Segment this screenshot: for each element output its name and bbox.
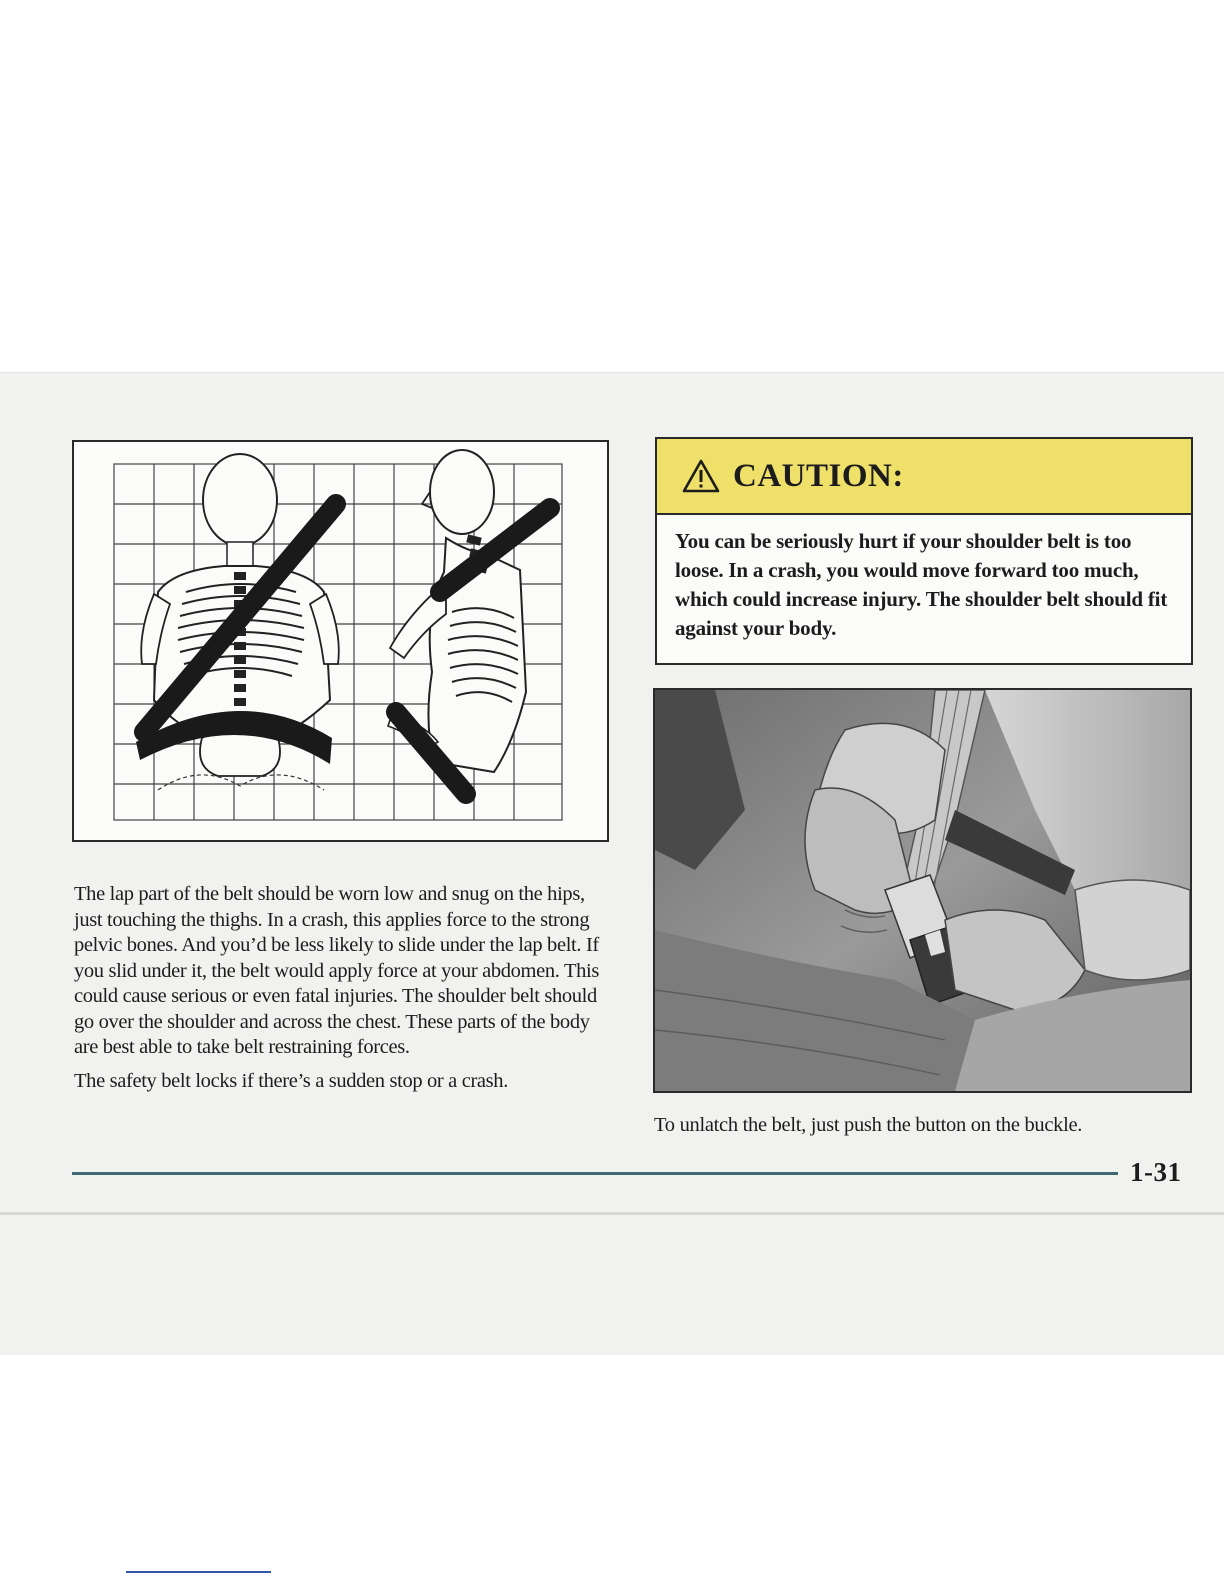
- side-figure: [388, 450, 550, 794]
- buckle-photo-illustration: [655, 690, 1190, 1091]
- belt-locks-paragraph: The safety belt locks if there’s a sudden stop or a crash.: [74, 1069, 508, 1092]
- skeleton-belt-diagram: [72, 440, 609, 842]
- warning-triangle-icon: [681, 458, 721, 494]
- caution-box: [655, 437, 1193, 665]
- photo-caption: To unlatch the belt, just push the button on the buckle.: [654, 1114, 1083, 1136]
- page-number: 1-31: [1130, 1157, 1182, 1187]
- footer-rule: [72, 1172, 1118, 1175]
- caution-text: You can be seriously hurt if your shoulder belt is too loose. In a crash, you would move forward too much, which could increase injury. The shoulder belt should fit against your body.: [675, 529, 1168, 640]
- lap-belt-paragraph: The lap part of the belt should be worn low and snug on the hips, just touching the thighs. In a crash, this applies force to the strong pelvic bones. And you’d be less likely to slide under the lap belt. If you slid under it, the belt would apply force at your abdomen. This could cause serious or even fatal injuries. The shoulder belt should go over the shoulder and across the chest. These parts of the body are best able to take belt restraining forces.: [74, 883, 600, 1058]
- page-band-edge: [0, 1212, 1224, 1215]
- bottom-link-underline: [126, 1571, 271, 1573]
- skeleton-diagram-svg: [74, 442, 607, 840]
- caution-header: [657, 439, 1191, 515]
- lap-belt-text: [74, 882, 604, 1102]
- caution-title: CAUTION:: [733, 457, 904, 494]
- buckle-photo: [653, 688, 1192, 1093]
